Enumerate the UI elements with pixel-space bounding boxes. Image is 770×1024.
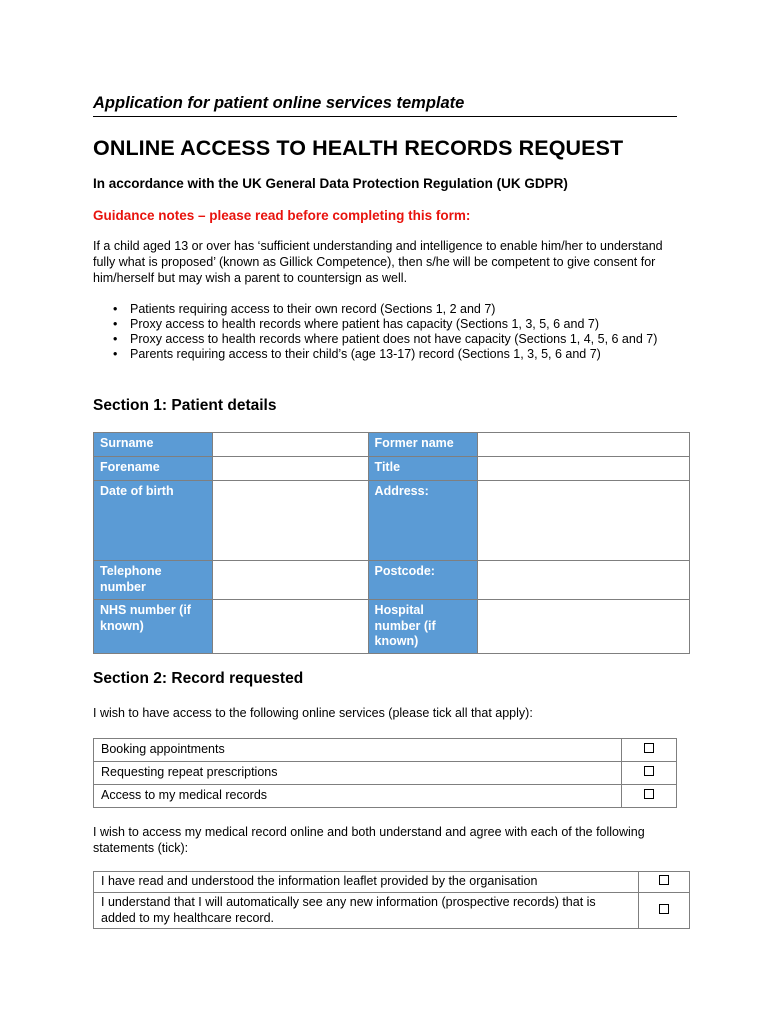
- service-records-checkbox-cell[interactable]: [622, 785, 677, 808]
- title-label: Title: [368, 457, 478, 481]
- telephone-label: Telephone number: [94, 561, 213, 600]
- telephone-field[interactable]: [212, 561, 368, 600]
- bullet-icon: •: [113, 317, 118, 331]
- former-name-field[interactable]: [478, 433, 690, 457]
- address-label: Address:: [368, 481, 478, 561]
- guidance-list: [93, 302, 677, 362]
- hospital-number-label: Hospital number (if known): [368, 600, 478, 654]
- checkbox-icon[interactable]: [659, 904, 669, 914]
- service-booking-checkbox-cell[interactable]: [622, 739, 677, 762]
- service-booking-label: Booking appointments: [94, 739, 622, 762]
- patient-details-table: [93, 432, 690, 654]
- nhs-number-label: NHS number (if known): [94, 600, 213, 654]
- forename-field[interactable]: [212, 457, 368, 481]
- list-item: [93, 332, 677, 347]
- surname-field[interactable]: [212, 433, 368, 457]
- guidance-heading: Guidance notes – please read before completing this form:: [93, 208, 471, 223]
- page-title: ONLINE ACCESS TO HEALTH RECORDS REQUEST: [93, 136, 624, 160]
- gillick-paragraph: If a child aged 13 or over has ‘sufficient understanding and intelligence to enable him/her to understand fully what is proposed’ (known as Gillick Competence), then s/he will be competent to give consent for him/herself but may wish a parent to countersign as well.: [93, 239, 663, 285]
- bullet-icon: •: [113, 332, 118, 346]
- title-field[interactable]: [478, 457, 690, 481]
- list-item-text: Parents requiring access to their child’s (age 13-17) record (Sections 1, 3, 5, 6 and 7): [130, 347, 601, 361]
- former-name-label: Former name: [368, 433, 478, 457]
- statements-intro: I wish to access my medical record online and both understand and agree with each of the following statements (tick):: [93, 825, 645, 855]
- checkbox-icon[interactable]: [659, 875, 669, 885]
- statement-leaflet-text: I have read and understood the information leaflet provided by the organisation: [94, 872, 639, 893]
- surname-label: Surname: [94, 433, 213, 457]
- list-item: [93, 317, 677, 332]
- service-prescriptions-label: Requesting repeat prescriptions: [94, 762, 622, 785]
- service-prescriptions-checkbox-cell[interactable]: [622, 762, 677, 785]
- checkbox-icon[interactable]: [644, 789, 654, 799]
- list-item-text: Proxy access to health records where patient does not have capacity (Sections 1, 4, 5, 6 and 7): [130, 332, 658, 346]
- template-title: Application for patient online services template: [93, 94, 677, 117]
- statement-leaflet-checkbox-cell[interactable]: [639, 872, 690, 893]
- nhs-number-field[interactable]: [212, 600, 368, 654]
- list-item: [93, 347, 677, 362]
- statement-prospective-text: I understand that I will automatically see any new information (prospective records) that is added to my healthcare record.: [94, 893, 639, 929]
- bullet-icon: •: [113, 302, 118, 316]
- list-item: [93, 302, 677, 317]
- section1-heading: Section 1: Patient details: [93, 397, 277, 414]
- postcode-label: Postcode:: [368, 561, 478, 600]
- list-item-text: Patients requiring access to their own record (Sections 1, 2 and 7): [130, 302, 496, 316]
- checkbox-icon[interactable]: [644, 743, 654, 753]
- subtitle: In accordance with the UK General Data Protection Regulation (UK GDPR): [93, 176, 568, 191]
- statement-prospective-checkbox-cell[interactable]: [639, 893, 690, 929]
- list-item-text: Proxy access to health records where patient has capacity (Sections 1, 3, 5, 6 and 7): [130, 317, 600, 331]
- checkbox-icon[interactable]: [644, 766, 654, 776]
- address-field[interactable]: [478, 481, 690, 561]
- hospital-number-field[interactable]: [478, 600, 690, 654]
- services-table: [93, 738, 677, 808]
- forename-label: Forename: [94, 457, 213, 481]
- section2-heading: Section 2: Record requested: [93, 670, 304, 687]
- dob-label: Date of birth: [94, 481, 213, 561]
- postcode-field[interactable]: [478, 561, 690, 600]
- services-intro: I wish to have access to the following online services (please tick all that apply):: [93, 706, 533, 720]
- dob-field[interactable]: [212, 481, 368, 561]
- bullet-icon: •: [113, 347, 118, 361]
- service-records-label: Access to my medical records: [94, 785, 622, 808]
- statements-table: [93, 871, 690, 929]
